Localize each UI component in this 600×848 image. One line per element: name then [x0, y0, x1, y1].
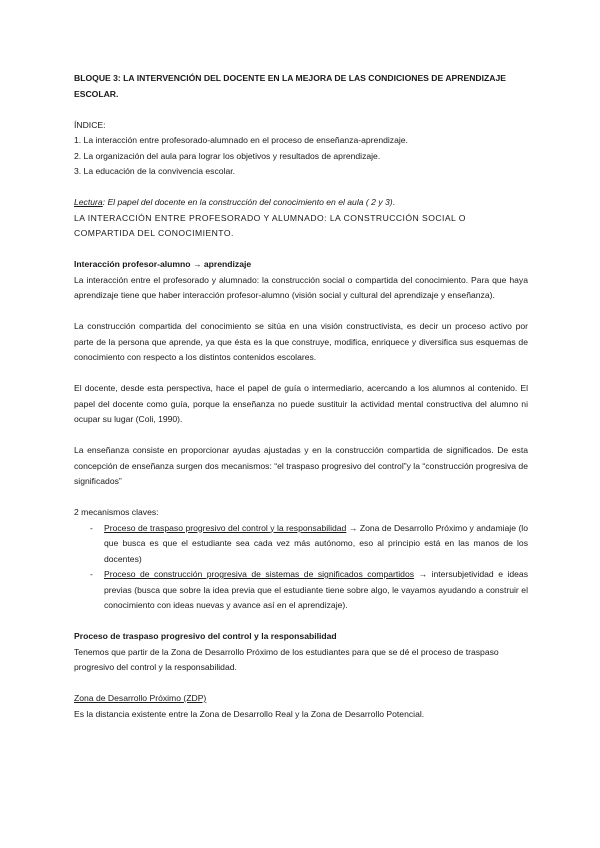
list-dash: - [90, 522, 93, 533]
reading-line [74, 195, 528, 211]
paragraph-4: La enseñanza consiste en proporcionar ayudas ajustadas y en la construcción compartida de significados. De esta concepción de enseñanza surgen dos mecanismos: “el traspaso progresivo del control”y la “construcción progresiva de significados” [74, 445, 528, 486]
list-item [74, 521, 528, 568]
paragraph-1: La interacción entre el profesorado y alumnado: la construcción social o compartida del conocimiento. Para que haya aprendizaje tiene que haber interacción profesor-alumno (visión social y cultural del aprendizaje y enseñanza). [74, 274, 528, 300]
reading-label: Lectura [74, 197, 103, 207]
list-dash: - [90, 569, 93, 579]
interaction-heading: Interacción profesor-alumno → aprendizaje [74, 259, 252, 269]
paragraph-2: La construcción compartida del conocimiento se sitúa en una visión constructivista, es decir un proceso activo por parte de la persona que aprende, ya que ésta es la que construye, modifica, enriquece y diversifica sus esquemas de conocimiento con respecto a los distintos contenidos escolares. [74, 321, 528, 362]
mechanism-2-text: → intersubjetividad e ideas previas (busca que sobre la idea previa que el estudiante tiene sobre algo, le vayamos ayudando a construir el conocimiento con ideas nuevas y avance así en el aprendizaje). [104, 569, 528, 610]
reading-end: . [392, 197, 396, 207]
zdp-text: Es la distancia existente entre la Zona de Desarrollo Real y la Zona de Desarrollo Potencial. [74, 708, 425, 719]
paragraph-3: El docente, desde esta perspectiva, hace el papel de guía o intermediario, acercando a los alumnos al contenido. El papel del docente como guía, porque la enseñanza no puede sustituir la actividad mental constructiva del alumno ni ocupar su lugar (Coli, 1990). [74, 383, 528, 424]
mechanism-2-title: Proceso de construcción progresiva de sistemas de significados compartidos [104, 569, 415, 579]
reading-text: : El papel del docente en la construcción del conocimiento en el aula ( 2 y 3) [102, 197, 393, 207]
process-text: Tenemos que partir de la Zona de Desarrollo Próximo de los estudiantes para que se dé el proceso de traspaso progresivo del control y la responsabilidad. [74, 646, 499, 672]
mechanism-1-text: → Zona de Desarrollo Próximo y andamiaje (lo que busca es que el estudiante sea cada vez más autónomo, eso al principio está en las manos de los docentes) [104, 522, 528, 564]
process-heading: Proceso de traspaso progresivo del control y la responsabilidad [74, 631, 337, 641]
mechanisms-list [74, 521, 528, 614]
index-item-2: 2. La organización del aula para lograr los objetivos y resultados de aprendizaje. [74, 150, 381, 161]
section-title: LA INTERACCIÓN ENTRE PROFESORADO Y ALUMNADO: LA CONSTRUCCIÓN SOCIAL O COMPARTIDA DEL CONOCIMIENTO. [74, 212, 466, 238]
zdp-heading: Zona de Desarrollo Próximo (ZDP) [74, 693, 207, 703]
list-item [74, 567, 528, 614]
mechanism-1-title: Proceso de traspaso progresivo del control y la responsabilidad [104, 522, 347, 533]
document-content [74, 71, 528, 722]
document-title: BLOQUE 3: LA INTERVENCIÓN DEL DOCENTE EN LA MEJORA DE LAS CONDICIONES DE APRENDIZAJE ESCOLAR. [74, 73, 506, 99]
index-item-3: 3. La educación de la convivencia escolar. [74, 166, 235, 176]
index-heading: ÍNDICE: [74, 119, 106, 130]
index-item-1: 1. La interacción entre profesorado-alumnado en el proceso de enseñanza-aprendizaje. [74, 135, 408, 145]
mechanisms-intro: 2 mecanismos claves: [74, 507, 159, 517]
